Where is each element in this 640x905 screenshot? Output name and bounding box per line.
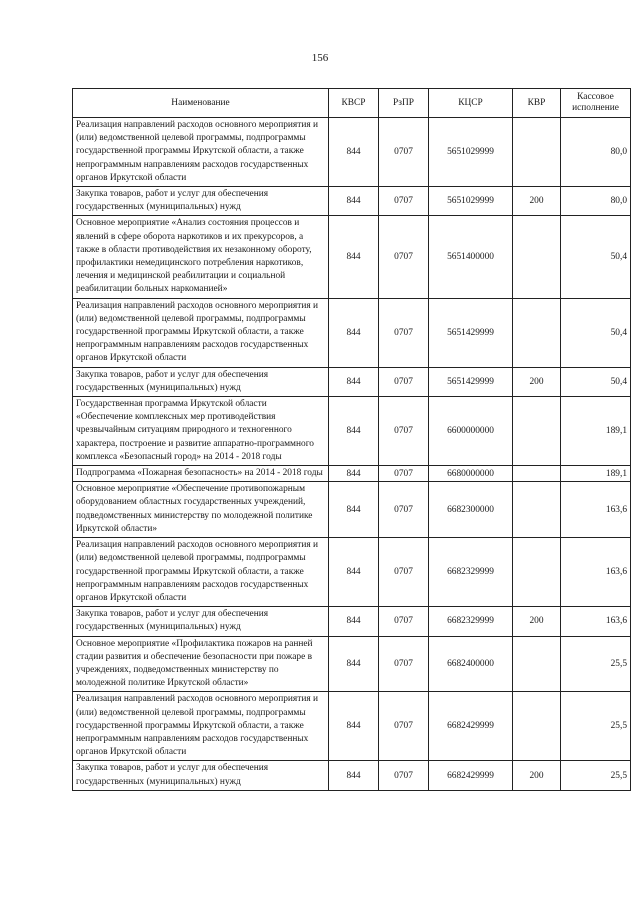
cell-kcsr: 5651029999	[429, 118, 513, 187]
cell-kvsr: 844	[329, 692, 379, 761]
cell-kcsr: 6682429999	[429, 692, 513, 761]
cell-kvsr: 844	[329, 538, 379, 607]
table-row	[73, 118, 631, 187]
cell-sum: 189,1	[561, 466, 631, 482]
cell-kvsr: 844	[329, 187, 379, 216]
cell-sum: 163,6	[561, 538, 631, 607]
budget-table	[72, 88, 631, 791]
cell-kvr	[513, 118, 561, 187]
cell-rzpr: 0707	[379, 482, 429, 538]
cell-kvsr: 844	[329, 636, 379, 692]
cell-name: Реализация направлений расходов основного мероприятия и (или) ведомственной целевой программы, подпрограммы государственной программы Иркутской области, а также непрограммным направлениям расходов государственных органов Иркутской области	[73, 298, 329, 367]
table-row	[73, 538, 631, 607]
cell-rzpr: 0707	[379, 636, 429, 692]
cell-sum: 50,4	[561, 298, 631, 367]
cell-name: Закупка товаров, работ и услуг для обеспечения государственных (муниципальных) нужд	[73, 367, 329, 396]
cell-name: Основное мероприятие «Анализ состояния процессов и явлений в сфере оборота наркотиков и их прекурсоров, а также в области противодействия их незаконному обороту, профилактики немедицинского потребления наркотиков, лечения и медицинской реабилитации и социальной реабилитации больных наркоманией»	[73, 216, 329, 298]
table-row	[73, 636, 631, 692]
cell-kvr: 200	[513, 367, 561, 396]
header-sum: Кассовое исполнение	[561, 89, 631, 118]
table-row	[73, 298, 631, 367]
header-kcsr: КЦСР	[429, 89, 513, 118]
cell-kcsr: 5651400000	[429, 216, 513, 298]
cell-kvsr: 844	[329, 118, 379, 187]
header-kvsr: КВСР	[329, 89, 379, 118]
cell-rzpr: 0707	[379, 118, 429, 187]
table-row	[73, 397, 631, 466]
cell-kcsr: 6680000000	[429, 466, 513, 482]
cell-kvsr: 844	[329, 466, 379, 482]
header-name: Наименование	[73, 89, 329, 118]
cell-name: Основное мероприятие «Обеспечение противопожарным оборудованием областных государственных учреждений, подведомственных министерству по молодежной политике Иркутской области»	[73, 482, 329, 538]
cell-kvsr: 844	[329, 761, 379, 790]
cell-name: Основное мероприятие «Профилактика пожаров на ранней стадии развития и обеспечение безопасности при пожаре в учреждениях, подведомственных министерству по молодежной политике Иркутской области»	[73, 636, 329, 692]
cell-kcsr: 6682329999	[429, 607, 513, 636]
table-row	[73, 692, 631, 761]
cell-kvr	[513, 636, 561, 692]
cell-kcsr: 6600000000	[429, 397, 513, 466]
cell-name: Реализация направлений расходов основного мероприятия и (или) ведомственной целевой программы, подпрограммы государственной программы Иркутской области, а также непрограммным направлениям расходов государственных органов Иркутской области	[73, 538, 329, 607]
cell-kcsr: 6682329999	[429, 538, 513, 607]
cell-kvr	[513, 216, 561, 298]
cell-rzpr: 0707	[379, 607, 429, 636]
cell-rzpr: 0707	[379, 466, 429, 482]
cell-kvr	[513, 298, 561, 367]
cell-rzpr: 0707	[379, 538, 429, 607]
table-row	[73, 216, 631, 298]
cell-kcsr: 6682300000	[429, 482, 513, 538]
cell-name: Реализация направлений расходов основного мероприятия и (или) ведомственной целевой программы, подпрограммы государственной программы Иркутской области, а также непрограммным направлениям расходов государственных органов Иркутской области	[73, 118, 329, 187]
cell-name: Закупка товаров, работ и услуг для обеспечения государственных (муниципальных) нужд	[73, 607, 329, 636]
cell-kcsr: 5651429999	[429, 298, 513, 367]
table-row	[73, 761, 631, 790]
cell-kvsr: 844	[329, 367, 379, 396]
cell-rzpr: 0707	[379, 298, 429, 367]
cell-name: Подпрограмма «Пожарная безопасность» на 2014 - 2018 годы	[73, 466, 329, 482]
cell-kvr: 200	[513, 761, 561, 790]
cell-kvr: 200	[513, 187, 561, 216]
cell-rzpr: 0707	[379, 187, 429, 216]
cell-kvr	[513, 692, 561, 761]
cell-kvsr: 844	[329, 607, 379, 636]
page-number: 156	[311, 52, 329, 64]
cell-kcsr: 6682429999	[429, 761, 513, 790]
cell-kvr	[513, 466, 561, 482]
cell-kvsr: 844	[329, 216, 379, 298]
cell-rzpr: 0707	[379, 216, 429, 298]
cell-rzpr: 0707	[379, 367, 429, 396]
table-row	[73, 482, 631, 538]
cell-name: Реализация направлений расходов основного мероприятия и (или) ведомственной целевой программы, подпрограммы государственной программы Иркутской области, а также непрограммным направлениям расходов государственных органов Иркутской области	[73, 692, 329, 761]
cell-kvr	[513, 482, 561, 538]
header-kvr: КВР	[513, 89, 561, 118]
cell-sum: 25,5	[561, 692, 631, 761]
cell-kvr	[513, 538, 561, 607]
cell-name: Закупка товаров, работ и услуг для обеспечения государственных (муниципальных) нужд	[73, 187, 329, 216]
header-rzpr: РзПР	[379, 89, 429, 118]
table-row	[73, 367, 631, 396]
cell-kvsr: 844	[329, 397, 379, 466]
cell-kcsr: 6682400000	[429, 636, 513, 692]
cell-sum: 189,1	[561, 397, 631, 466]
table-header	[73, 89, 631, 118]
cell-name: Государственная программа Иркутской области «Обеспечение комплексных мер противодействия чрезвычайным ситуациям природного и техногенного характера, построение и развитие аппаратно-программного комплекса «Безопасный город» на 2014 - 2018 годы	[73, 397, 329, 466]
table-row	[73, 187, 631, 216]
cell-rzpr: 0707	[379, 692, 429, 761]
table-row	[73, 607, 631, 636]
cell-kvr	[513, 397, 561, 466]
cell-name: Закупка товаров, работ и услуг для обеспечения государственных (муниципальных) нужд	[73, 761, 329, 790]
cell-kcsr: 5651429999	[429, 367, 513, 396]
cell-kvr: 200	[513, 607, 561, 636]
cell-sum: 163,6	[561, 607, 631, 636]
cell-rzpr: 0707	[379, 761, 429, 790]
cell-kvsr: 844	[329, 298, 379, 367]
cell-sum: 25,5	[561, 761, 631, 790]
cell-kvsr: 844	[329, 482, 379, 538]
cell-sum: 50,4	[561, 367, 631, 396]
cell-sum: 80,0	[561, 118, 631, 187]
cell-sum: 25,5	[561, 636, 631, 692]
cell-sum: 80,0	[561, 187, 631, 216]
table-row	[73, 466, 631, 482]
cell-sum: 163,6	[561, 482, 631, 538]
cell-kcsr: 5651029999	[429, 187, 513, 216]
cell-rzpr: 0707	[379, 397, 429, 466]
header-row	[73, 89, 631, 118]
table-body	[73, 118, 631, 791]
cell-sum: 50,4	[561, 216, 631, 298]
